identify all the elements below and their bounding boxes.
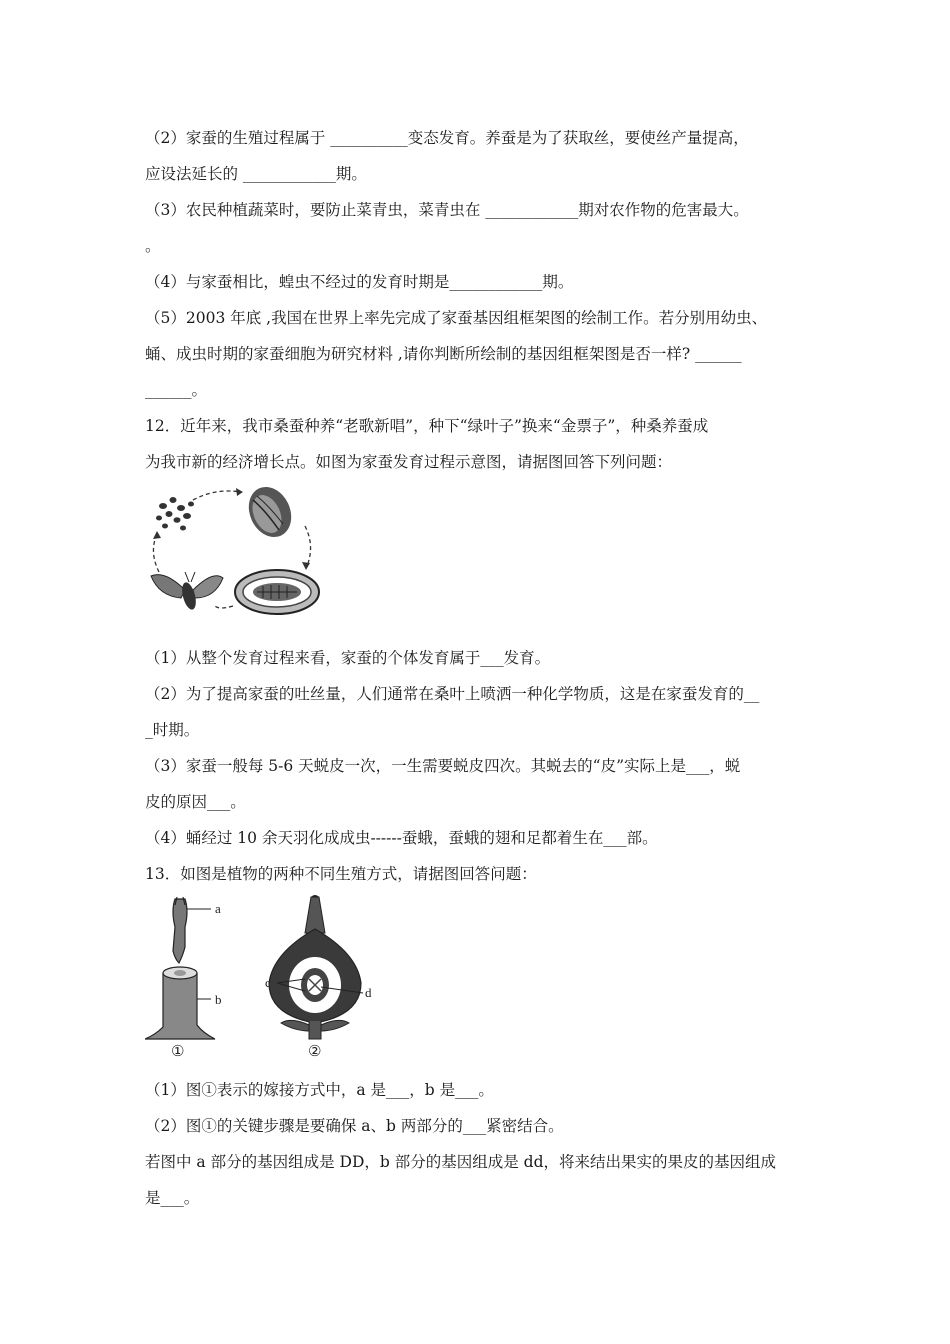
q13-part1: （1）图①表示的嫁接方式中，a 是___，b 是___。: [145, 1081, 494, 1099]
plant-reproduction-figure: [145, 893, 375, 1061]
q12-part4: （4）蛹经过 10 余天羽化成成虫------蚕蛾，蚕蛾的翅和足都着生在___部。: [145, 829, 658, 847]
label-a: a: [215, 901, 221, 916]
q12-part2-line1: （2）为了提高家蚕的吐丝量，人们通常在桑叶上喷洒一种化学物质，这是在家蚕发育的__: [145, 685, 760, 703]
q13-part3-line1: 若图中 a 部分的基因组成是 DD，b 部分的基因组成是 dd，将来结出果实的果皮的基因组成: [145, 1153, 776, 1171]
silkworm-life-cycle-figure: [145, 486, 325, 618]
q11-part3-line1: （3）农民种植蔬菜时，要防止菜青虫，菜青虫在 ____________期对农作物的危害最大。: [145, 201, 749, 219]
q11-part5-line2: 蛹、成虫时期的家蚕细胞为研究材料 ,请你判断所绘制的基因组框架图是否一样? ______: [145, 345, 742, 363]
q11-part5-line3: ______。: [145, 381, 208, 399]
q11-part3-line2: 。: [145, 237, 161, 255]
q13-part3-line2: 是___。: [145, 1189, 200, 1207]
q13-part2: （2）图①的关键步骤是要确保 a、b 两部分的___紧密结合。: [145, 1117, 564, 1135]
grafting-diagram: [145, 897, 222, 1060]
q12-intro-line2: 为我市新的经济增长点。如图为家蚕发育过程示意图，请据图回答下列问题：: [145, 453, 673, 471]
q13-intro: 13．如图是植物的两种不同生殖方式，请据图回答问题：: [145, 865, 537, 883]
label-d: d: [365, 985, 372, 1000]
eggs-icon: [156, 497, 194, 531]
q11-part2-line1: （2）家蚕的生殖过程属于 __________变态发育。养蚕是为了获取丝，要使丝产量提高，: [145, 129, 749, 147]
larva-icon: [241, 486, 299, 544]
figure-1-number: ①: [171, 1042, 185, 1060]
q12-intro-line1: 12．近年来，我市桑蚕种养“老歌新唱”，种下“绿叶子”换来“金票子”，种桑养蚕成: [145, 417, 709, 435]
q11-part5-line1: （5）2003 年底 ,我国在世界上率先完成了家蚕基因组框架图的绘制工作。若分别用幼虫、: [145, 309, 768, 327]
label-c: c: [265, 975, 271, 990]
cocoon-pupa-icon: [235, 570, 319, 614]
q11-part4: （4）与家蚕相比，蝗虫不经过的发育时期是____________期。: [145, 273, 574, 291]
q11-part2-line2: 应设法延长的 ____________期。: [145, 165, 367, 183]
moth-icon: [151, 572, 223, 611]
q12-part3-line1: （3）家蚕一般每 5-6 天蜕皮一次，一生需要蜕皮四次。其蜕去的“皮”实际上是___，蜕: [145, 757, 741, 775]
figure-2-number: ②: [308, 1042, 322, 1060]
label-b: b: [215, 992, 222, 1007]
q12-part1: （1）从整个发育过程来看，家蚕的个体发育属于___发育。: [145, 649, 551, 667]
flower-ovary-diagram: [265, 895, 372, 1060]
q12-part3-line2: 皮的原因___。: [145, 793, 246, 811]
q12-part2-line2: _时期。: [145, 721, 200, 739]
